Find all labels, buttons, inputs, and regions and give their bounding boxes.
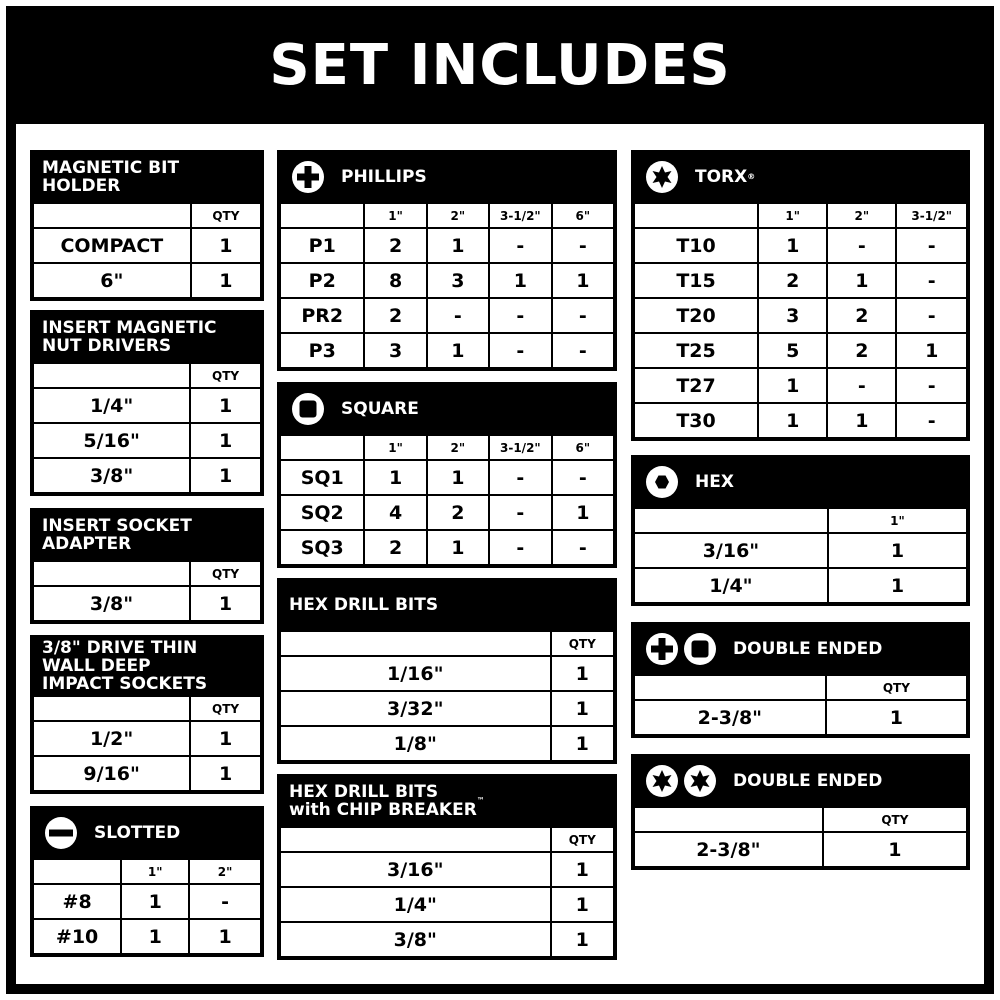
qty-cell: 1	[552, 888, 613, 921]
double-ended-1-grid	[633, 674, 968, 736]
registered-mark: ®	[747, 172, 756, 181]
column-header	[34, 860, 120, 883]
row-label: 5/16"	[34, 424, 189, 457]
hex-drill-chip-header	[279, 776, 615, 826]
qty-cell: 1	[552, 727, 613, 760]
table-row	[635, 569, 966, 602]
row-label: 1/4"	[34, 389, 189, 422]
column-header: 6"	[553, 204, 613, 227]
qty-cell: -	[490, 229, 551, 262]
column-header: 3-1/2"	[490, 436, 551, 459]
square-icon	[291, 392, 325, 426]
qty-cell: -	[828, 229, 895, 262]
column-header: 2"	[428, 204, 488, 227]
row-label: T27	[635, 369, 757, 402]
table-row	[635, 833, 966, 866]
torx-icon	[683, 764, 717, 798]
column-header: QTY	[191, 562, 260, 585]
row-label: 2-3/8"	[635, 833, 822, 866]
phillips-icon	[291, 160, 325, 194]
row-label: T20	[635, 299, 757, 332]
table-row	[34, 424, 260, 457]
column-header	[281, 204, 363, 227]
socket-adapter-header	[32, 510, 262, 560]
column-header: QTY	[552, 828, 613, 851]
table-row	[34, 885, 260, 918]
qty-cell: 1	[122, 920, 188, 953]
qty-cell: -	[490, 461, 551, 494]
hex-drill-table	[277, 578, 617, 764]
row-label: 3/16"	[281, 853, 550, 886]
square-title: SQUARE	[341, 399, 419, 419]
qty-cell: -	[553, 334, 613, 367]
column-header: 3-1/2"	[897, 204, 966, 227]
slotted-title: SLOTTED	[94, 823, 181, 843]
qty-cell: 1	[122, 885, 188, 918]
double-ended-2-table	[631, 754, 970, 870]
qty-cell: 1	[759, 404, 826, 437]
column-header: QTY	[191, 364, 260, 387]
column-header-row	[34, 860, 260, 883]
double-ended-1-header	[633, 624, 968, 674]
column-header-row	[281, 828, 613, 851]
row-label: #10	[34, 920, 120, 953]
column-header: QTY	[191, 697, 260, 720]
row-label: P1	[281, 229, 363, 262]
column-header: QTY	[192, 204, 260, 227]
square-icon	[683, 632, 717, 666]
qty-cell: 5	[759, 334, 826, 367]
table-row	[635, 334, 966, 367]
double-ended-1-table	[631, 622, 970, 738]
column-header: 2"	[190, 860, 260, 883]
qty-cell: 1	[191, 389, 260, 422]
row-label: 3/32"	[281, 692, 550, 725]
column-header: 3-1/2"	[490, 204, 551, 227]
qty-cell: -	[897, 264, 966, 297]
column-header	[34, 562, 189, 585]
column-header	[635, 204, 757, 227]
torx-title: TORX	[695, 167, 748, 187]
socket-adapter-table	[30, 508, 264, 624]
table-row	[281, 727, 613, 760]
table-row	[635, 404, 966, 437]
qty-cell: 1	[190, 920, 260, 953]
table-row	[635, 299, 966, 332]
qty-cell: 2	[828, 299, 895, 332]
square-header	[279, 384, 615, 434]
qty-cell: 2	[828, 334, 895, 367]
qty-cell: 1	[191, 424, 260, 457]
qty-cell: 1	[552, 923, 613, 956]
hex-drill-chip-title: HEX DRILL BITS with CHIP BREAKER	[289, 782, 477, 820]
table-row	[281, 692, 613, 725]
qty-cell: -	[897, 369, 966, 402]
double-ended-2-header	[633, 756, 968, 806]
column-header-row	[34, 697, 260, 720]
row-label: 9/16"	[34, 757, 189, 790]
phillips-title: PHILLIPS	[341, 167, 427, 187]
double-ended-2-grid	[633, 806, 968, 868]
qty-cell: 1	[428, 531, 488, 564]
row-label: T30	[635, 404, 757, 437]
hex-drill-chip-table	[277, 774, 617, 960]
qty-cell: 3	[759, 299, 826, 332]
set-includes-panel	[6, 6, 994, 994]
column-header	[281, 828, 550, 851]
qty-cell: 1	[829, 569, 966, 602]
deep-sockets-grid	[32, 695, 262, 792]
qty-cell: 1	[192, 264, 260, 297]
hex-drill-header	[279, 580, 615, 630]
row-label: 6"	[34, 264, 190, 297]
qty-cell: 1	[829, 534, 966, 567]
qty-cell: 1	[428, 229, 488, 262]
row-label: SQ1	[281, 461, 363, 494]
column-header: 6"	[553, 436, 613, 459]
qty-cell: -	[897, 229, 966, 262]
qty-cell: 1	[759, 369, 826, 402]
column-header: QTY	[824, 808, 966, 831]
table-row	[281, 461, 613, 494]
column-header-row	[34, 204, 260, 227]
qty-cell: -	[553, 461, 613, 494]
table-row	[635, 369, 966, 402]
column-header	[635, 676, 825, 699]
table-row	[281, 923, 613, 956]
magnetic-title: MAGNETIC BIT HOLDER	[42, 158, 180, 196]
row-label: PR2	[281, 299, 363, 332]
table-row	[635, 229, 966, 262]
qty-cell: 1	[827, 701, 966, 734]
hex-drill-title: HEX DRILL BITS	[289, 595, 439, 615]
qty-cell: 1	[490, 264, 551, 297]
table-row	[635, 264, 966, 297]
slotted-icon	[44, 816, 78, 850]
torx-header	[633, 152, 968, 202]
table-row	[34, 722, 260, 755]
table-row	[281, 657, 613, 690]
table-row	[34, 757, 260, 790]
table-row	[281, 299, 613, 332]
qty-cell: 8	[365, 264, 425, 297]
column-header: QTY	[827, 676, 966, 699]
qty-cell: 2	[428, 496, 488, 529]
hex-drill-grid	[279, 630, 615, 762]
qty-cell: 1	[824, 833, 966, 866]
table-row	[34, 389, 260, 422]
column-header-row	[34, 562, 260, 585]
column-header-row	[635, 808, 966, 831]
table-row	[281, 888, 613, 921]
row-label: 2-3/8"	[635, 701, 825, 734]
row-label: T10	[635, 229, 757, 262]
column-header-row	[635, 509, 966, 532]
trademark-mark: ™	[476, 796, 485, 805]
qty-cell: -	[490, 334, 551, 367]
torx-grid	[633, 202, 968, 439]
qty-cell: 1	[428, 461, 488, 494]
table-row	[34, 229, 260, 262]
qty-cell: 1	[428, 334, 488, 367]
row-label: P3	[281, 334, 363, 367]
row-label: 1/2"	[34, 722, 189, 755]
magnetic-header	[32, 152, 262, 202]
qty-cell: -	[490, 299, 551, 332]
row-label: #8	[34, 885, 120, 918]
qty-cell: 1	[552, 692, 613, 725]
qty-cell: 1	[552, 657, 613, 690]
column-header: 1"	[759, 204, 826, 227]
column-header-row	[635, 204, 966, 227]
column-header: 1"	[122, 860, 188, 883]
hex-title: HEX	[695, 472, 734, 492]
qty-cell: 1	[828, 404, 895, 437]
double-ended-2-title: DOUBLE ENDED	[733, 771, 883, 791]
column-header	[34, 697, 189, 720]
table-row	[635, 534, 966, 567]
socket-adapter-grid	[32, 560, 262, 622]
column-header: 1"	[365, 204, 425, 227]
qty-cell: -	[490, 531, 551, 564]
qty-cell: 1	[191, 459, 260, 492]
column-header	[281, 436, 363, 459]
qty-cell: 1	[191, 722, 260, 755]
phillips-table	[277, 150, 617, 371]
column-header: 2"	[428, 436, 488, 459]
column-header: 1"	[829, 509, 966, 532]
table-row	[34, 264, 260, 297]
table-row	[281, 229, 613, 262]
square-table	[277, 382, 617, 568]
hex-table	[631, 455, 970, 606]
qty-cell: -	[553, 299, 613, 332]
torx-table	[631, 150, 970, 441]
qty-cell: 1	[553, 496, 613, 529]
hex-header	[633, 457, 968, 507]
column-header	[34, 364, 189, 387]
torx-icon	[645, 160, 679, 194]
qty-cell: 2	[365, 531, 425, 564]
column-header	[34, 204, 190, 227]
qty-cell: 2	[365, 299, 425, 332]
nut-drivers-header	[32, 312, 262, 362]
slotted-grid	[32, 858, 262, 955]
qty-cell: 3	[365, 334, 425, 367]
row-label: SQ3	[281, 531, 363, 564]
table-row	[34, 587, 260, 620]
qty-cell: -	[490, 496, 551, 529]
row-label: COMPACT	[34, 229, 190, 262]
table-row	[281, 531, 613, 564]
qty-cell: -	[428, 299, 488, 332]
qty-cell: 1	[191, 757, 260, 790]
qty-cell: -	[828, 369, 895, 402]
table-row	[635, 701, 966, 734]
column-header	[635, 808, 822, 831]
column-header-row	[281, 632, 613, 655]
qty-cell: 1	[897, 334, 966, 367]
deep-sockets-table	[30, 635, 264, 794]
hex-drill-chip-grid	[279, 826, 615, 958]
torx-icon	[645, 764, 679, 798]
qty-cell: 2	[759, 264, 826, 297]
qty-cell: 2	[365, 229, 425, 262]
row-label: SQ2	[281, 496, 363, 529]
phillips-icon	[645, 632, 679, 666]
column-header: QTY	[552, 632, 613, 655]
table-row	[281, 853, 613, 886]
qty-cell: 1	[365, 461, 425, 494]
column-header: 2"	[828, 204, 895, 227]
deep-sockets-header	[32, 637, 262, 695]
magnetic-table	[30, 150, 264, 301]
qty-cell: -	[553, 229, 613, 262]
square-grid	[279, 434, 615, 566]
qty-cell: 1	[553, 264, 613, 297]
page-title: SET INCLUDES	[269, 32, 731, 98]
qty-cell: 1	[552, 853, 613, 886]
qty-cell: 3	[428, 264, 488, 297]
row-label: 3/8"	[34, 459, 189, 492]
qty-cell: 1	[828, 264, 895, 297]
nut-drivers-table	[30, 310, 264, 496]
table-row	[281, 264, 613, 297]
nut-drivers-title: INSERT MAGNETIC NUT DRIVERS	[42, 318, 217, 356]
magnetic-grid	[32, 202, 262, 299]
qty-cell: -	[897, 404, 966, 437]
column-header-row	[635, 676, 966, 699]
socket-adapter-title: INSERT SOCKET ADAPTER	[42, 516, 192, 554]
row-label: 1/4"	[281, 888, 550, 921]
row-label: 1/16"	[281, 657, 550, 690]
qty-cell: -	[897, 299, 966, 332]
row-label: 3/16"	[635, 534, 827, 567]
deep-sockets-title: 3/8" DRIVE THIN WALL DEEP IMPACT SOCKETS	[42, 638, 208, 694]
table-row	[281, 334, 613, 367]
nut-drivers-grid	[32, 362, 262, 494]
column-header-row	[281, 436, 613, 459]
table-row	[281, 496, 613, 529]
hex-grid	[633, 507, 968, 604]
column-header-row	[34, 364, 260, 387]
hex-icon	[645, 465, 679, 499]
qty-cell: 1	[192, 229, 260, 262]
slotted-header	[32, 808, 262, 858]
row-label: 3/8"	[281, 923, 550, 956]
column-header-row	[281, 204, 613, 227]
row-label: 3/8"	[34, 587, 189, 620]
tables-area	[16, 124, 984, 984]
qty-cell: 4	[365, 496, 425, 529]
row-label: T25	[635, 334, 757, 367]
column-header	[281, 632, 550, 655]
row-label: T15	[635, 264, 757, 297]
qty-cell: -	[553, 531, 613, 564]
table-row	[34, 459, 260, 492]
slotted-table	[30, 806, 264, 957]
table-row	[34, 920, 260, 953]
column-header: 1"	[365, 436, 425, 459]
qty-cell: -	[190, 885, 260, 918]
phillips-header	[279, 152, 615, 202]
phillips-grid	[279, 202, 615, 369]
row-label: 1/8"	[281, 727, 550, 760]
row-label: P2	[281, 264, 363, 297]
row-label: 1/4"	[635, 569, 827, 602]
qty-cell: 1	[191, 587, 260, 620]
qty-cell: 1	[759, 229, 826, 262]
column-header	[635, 509, 827, 532]
double-ended-1-title: DOUBLE ENDED	[733, 639, 883, 659]
